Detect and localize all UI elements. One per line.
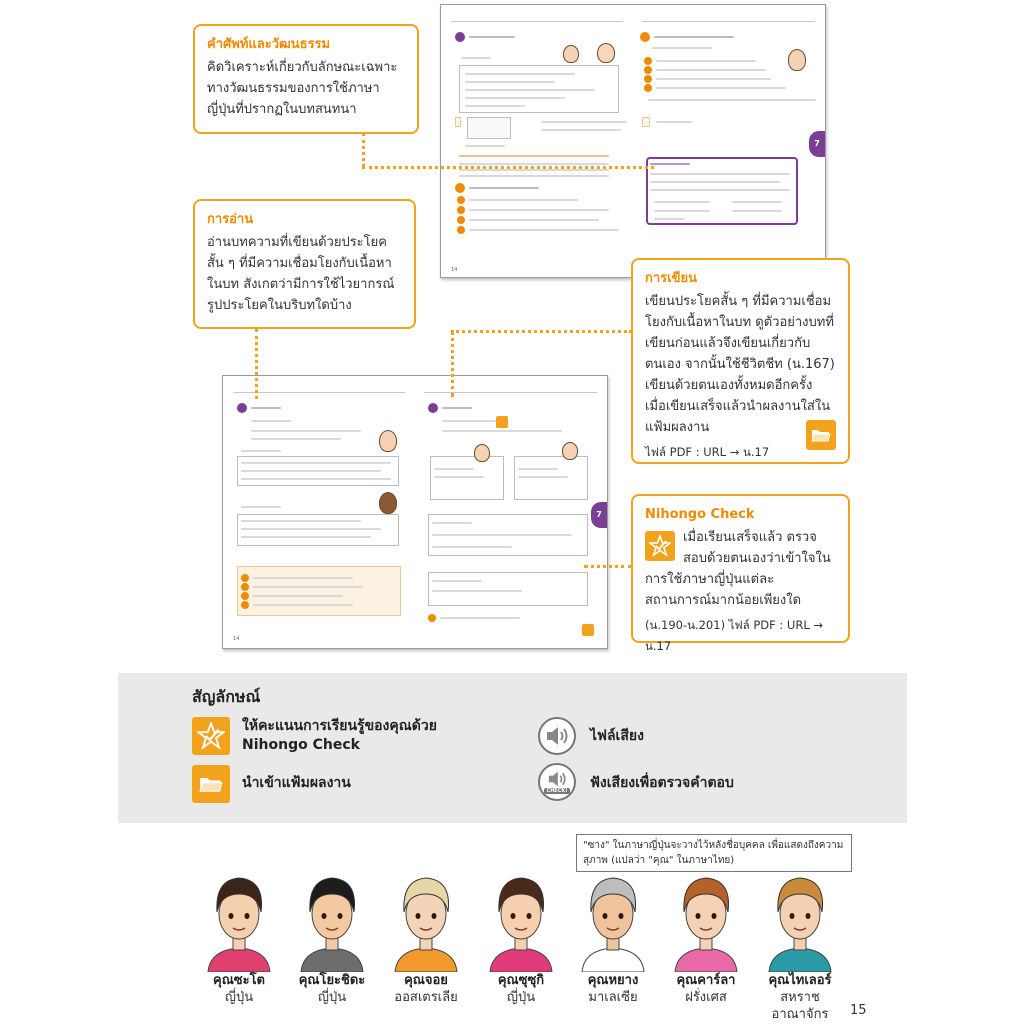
callout-title: Nihongo Check xyxy=(645,507,755,522)
character-card xyxy=(666,872,746,1006)
callout-body: เขียนประโยคสั้น ๆ ที่มีความเชื่อมโยงกับเนื้อหาในบท ดูตัวอย่างบทที่เขียนก่อนแล้วจึงเขียนเกี่ยวกับตนเอง จากนั้นใช้ชีวิตชีท (น.167) เขียนด้วยตนเองทั้งหมดอีกครั้ง เมื่อเขียนเสร็จแล้วนำผลงานใส่ในแฟ้มผลงาน xyxy=(645,294,835,435)
chapter-tab: 7 xyxy=(591,502,607,528)
character-nationality: ฝรั่งเศส xyxy=(685,990,727,1005)
star-check-icon xyxy=(645,531,675,561)
callout-body: เมื่อเรียนเสร็จแล้ว ตรวจสอบด้วยตนเองว่าเข้าใจในการใช้ภาษาญี่ปุ่นแต่ละสถานการณ์มากน้อยเพียงใด xyxy=(645,530,831,608)
legend-panel xyxy=(118,673,907,823)
speaker-check-icon xyxy=(538,763,576,801)
character-portrait xyxy=(484,872,558,972)
callout-note: ไฟล์ PDF : URL → น.17 xyxy=(645,445,770,459)
character-portrait xyxy=(763,872,837,972)
book-spread-bottom xyxy=(222,375,608,649)
book-spread-top xyxy=(440,4,826,278)
character-nationality: มาเลเซีย xyxy=(588,990,638,1005)
book-page-bottom-left: 14 xyxy=(223,376,416,648)
connector-vocab xyxy=(362,133,365,167)
legend-label-check-answers: ฟังเสียงเพื่อตรวจคำตอบ xyxy=(590,775,734,791)
character-name: คุณจอย xyxy=(404,973,448,988)
speaker-icon xyxy=(538,717,576,755)
character-portrait xyxy=(389,872,463,972)
legend-label-nihongo-check: ให้คะแนนการเรียนรู้ของคุณด้วย Nihongo Check xyxy=(242,718,437,753)
character-nationality: ญี่ปุ่น xyxy=(506,990,536,1005)
callout-vocab-culture xyxy=(193,24,419,134)
chapter-tab: 7 xyxy=(809,131,825,157)
legend-title: สัญลักษณ์ xyxy=(192,687,261,706)
nihongo-check-preview xyxy=(646,157,798,225)
character-name: คุณหยาง xyxy=(587,973,639,988)
folder-icon xyxy=(806,420,836,450)
star-check-icon xyxy=(192,717,230,755)
character-portrait xyxy=(295,872,369,972)
callout-nihongo-check xyxy=(631,494,850,653)
character-nationality: ญี่ปุ่น xyxy=(317,990,347,1005)
connector-reading xyxy=(255,329,258,399)
callout-title: คำศัพท์และวัฒนธรรม xyxy=(207,37,331,52)
book-page-top-left: 14 xyxy=(441,5,634,277)
character-name: คุณคาร์ลา xyxy=(676,973,736,988)
folder-icon xyxy=(192,765,230,803)
legend-label-portfolio: นำเข้าแฟ้มผลงาน xyxy=(242,775,351,791)
book-page-top-right xyxy=(632,5,825,277)
character-card xyxy=(573,872,653,1006)
character-name: คุณโยะชิดะ xyxy=(298,973,366,988)
san-honorific-note: "ซาง" ในภาษาญี่ปุ่นจะวางไว้หลังชื่อบุคคล เพื่อแสดงถึงความสุภาพ (แปลว่า "คุณ" ในภาษาไทย) xyxy=(576,834,852,872)
check-badge: CHECK! xyxy=(546,788,568,794)
connector-writing xyxy=(451,330,632,333)
callout-body: อ่านบทความที่เขียนด้วยประโยคสั้น ๆ ที่มีความเชื่อมโยงกับเนื้อหาในบท สังเกตว่ามีการใช้ไวยากรณ์ รูปประโยคในบริบทใดบ้าง xyxy=(207,235,395,313)
character-card xyxy=(386,872,466,1006)
character-card xyxy=(760,872,840,1023)
character-card xyxy=(199,872,279,1006)
character-nationality: ออสเตรเลีย xyxy=(394,990,458,1005)
character-name: คุณไทเลอร์ xyxy=(768,973,832,988)
book-page-bottom-right xyxy=(414,376,607,648)
character-nationality: สหราชอาณาจักร xyxy=(771,990,829,1022)
character-portrait xyxy=(576,872,650,972)
page-number: 15 xyxy=(850,1003,867,1018)
callout-body: คิดวิเคราะห์เกี่ยวกับลักษณะเฉพาะทางวัฒนธรรมของการใช้ภาษาญี่ปุ่นที่ปรากฏในบทสนทนา xyxy=(207,60,398,117)
connector-vocab xyxy=(362,166,654,169)
character-name: คุณซุซุกิ xyxy=(497,973,545,988)
character-card xyxy=(481,872,561,1006)
character-portrait xyxy=(202,872,276,972)
callout-note: (น.190-น.201) ไฟล์ PDF : URL → น.17 xyxy=(645,618,824,653)
connector-check xyxy=(584,565,632,568)
character-name: คุณซะโต xyxy=(213,973,265,988)
character-card xyxy=(292,872,372,1006)
character-portrait xyxy=(669,872,743,972)
callout-title: การเขียน xyxy=(645,271,697,286)
character-nationality: ญี่ปุ่น xyxy=(224,990,254,1005)
callout-reading xyxy=(193,199,416,329)
connector-writing xyxy=(451,331,454,397)
legend-label-audio: ไฟล์เสียง xyxy=(590,728,644,744)
callout-writing xyxy=(631,258,850,464)
callout-title: การอ่าน xyxy=(207,212,254,227)
